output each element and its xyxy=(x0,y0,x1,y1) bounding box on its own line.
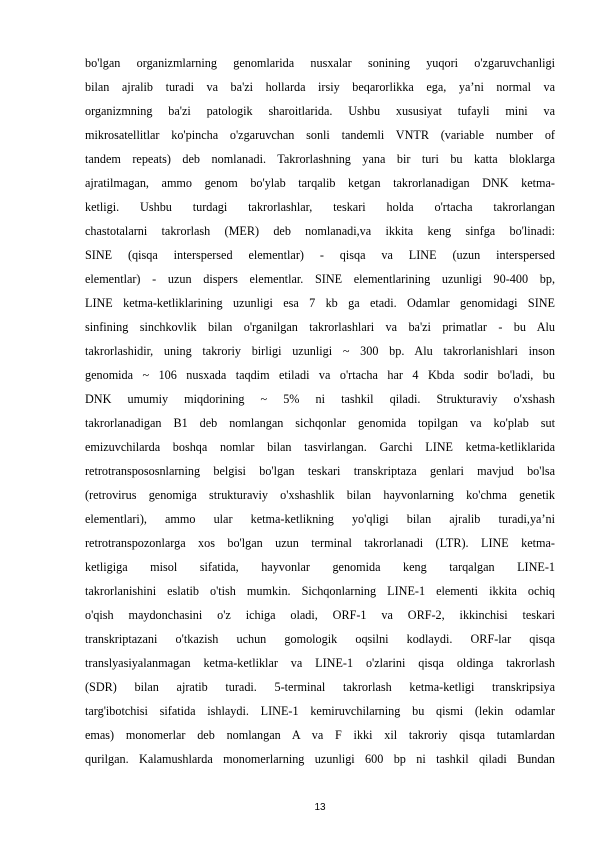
text-line: organizmning ba'zi patologik sharoitlarida. Ushbu xususiyat tufayli mini va xyxy=(85,104,555,118)
text-line: tandem repeats) deb nomlanadi. Takrorlashning yana bir turi bu katta bloklarga xyxy=(85,152,555,166)
text-line: SINE (qisqa interspersed elementlar) - qisqa va LINE (uzun interspersed xyxy=(85,248,555,262)
text-line: takrorlanishini eslatib o'tish mumkin. Sichqonlarning LINE-1 elementi ikkita ochiq xyxy=(85,584,555,598)
text-line: emas) monomerlar deb nomlangan A va F ikki xil takroriy qisqa tutamlardan xyxy=(85,728,555,742)
text-line: genomida ~ 106 nusxada taqdim etiladi va o'rtacha har 4 Kbda sodir bo'ladi, bu xyxy=(85,368,555,382)
text-line: DNK umumiy miqdorining ~ 5% ni tashkil qiladi. Strukturaviy o'xshash xyxy=(85,392,555,406)
text-line: sinfining sinchkovlik bilan o'rganilgan takrorlashlari va ba'zi primatlar - bu Alu xyxy=(85,320,555,334)
text-line: retrotranspozonlarga xos bo'lgan uzun terminal takrorlanadi (LTR). LINE ketma- xyxy=(85,536,555,550)
text-line: ajratilmagan, ammo genom bo'ylab tarqalib ketgan takrorlanadigan DNK ketma- xyxy=(85,176,555,190)
text-line: ketligiga misol sifatida, hayvonlar genomida keng tarqalgan LINE-1 xyxy=(85,560,555,574)
text-line: emizuvchilarda boshqa nomlar bilan tasvirlangan. Garchi LINE ketma-ketliklarida xyxy=(85,440,555,454)
text-line: transkriptazani o'tkazish uchun gomologik oqsilni kodlaydi. ORF-lar qisqa xyxy=(85,632,555,646)
text-line: retrotranspososnlarning belgisi bo'lgan teskari transkriptaza genlari mavjud bo'lsa xyxy=(85,464,555,478)
text-line: takrorlanadigan B1 deb nomlangan sichqonlar genomida topilgan va ko'plab sut xyxy=(85,416,555,430)
text-line: translyasiyalanmagan ketma-ketliklar va LINE-1 o'zlarini qisqa oldinga takrorlash xyxy=(85,656,555,670)
text-line: targ'ibotchisi sifatida ishlaydi. LINE-1 kemiruvchilarning bu qismi (lekin odamlar xyxy=(85,704,555,718)
text-line: qurilgan. Kalamushlarda monomerlarning uzunligi 600 bp ni tashkil qiladi Bundan xyxy=(85,752,555,766)
text-line: elementlari), ammo ular ketma-ketlikning yo'qligi bilan ajralib turadi,ya’ni xyxy=(85,512,555,526)
text-line: ketligi. Ushbu turdagi takrorlashlar, teskari holda o'rtacha takrorlangan xyxy=(85,200,555,214)
text-line: (retrovirus genomiga strukturaviy o'xshashlik bilan hayvonlarning ko'chma genetik xyxy=(85,488,555,502)
text-line: elementlar) - uzun dispers elementlar. SINE elementlarining uzunligi 90-400 bp, xyxy=(85,272,555,286)
text-line: mikrosatellitlar ko'pincha o'zgaruvchan sonli tandemli VNTR (variable number of xyxy=(85,128,555,142)
text-line: (SDR) bilan ajratib turadi. 5-terminal takrorlash ketma-ketligi transkripsiya xyxy=(85,680,555,694)
text-line: takrorlashidir, uning takroriy birligi uzunligi ~ 300 bp. Alu takrorlanishlari inson xyxy=(85,344,555,358)
text-line: chastotalarni takrorlash (MER) deb nomlanadi,va ikkita keng sinfga bo'linadi: xyxy=(85,224,555,238)
body-text xyxy=(85,51,555,771)
text-line: bilan ajralib turadi va ba'zi hollarda irsiy beqarorlikka ega, ya’ni normal va xyxy=(85,80,555,94)
text-line: o'qish maydonchasini o'z ichiga oladi, ORF-1 va ORF-2, ikkinchisi teskari xyxy=(85,608,555,622)
text-line: LINE ketma-ketliklarining uzunligi esa 7 kb ga etadi. Odamlar genomidagi SINE xyxy=(85,296,555,310)
page-number: 13 xyxy=(314,802,326,813)
text-line: bo'lgan organizmlarning genomlarida nusxalar sonining yuqori o'zgaruvchanligi xyxy=(85,56,555,70)
